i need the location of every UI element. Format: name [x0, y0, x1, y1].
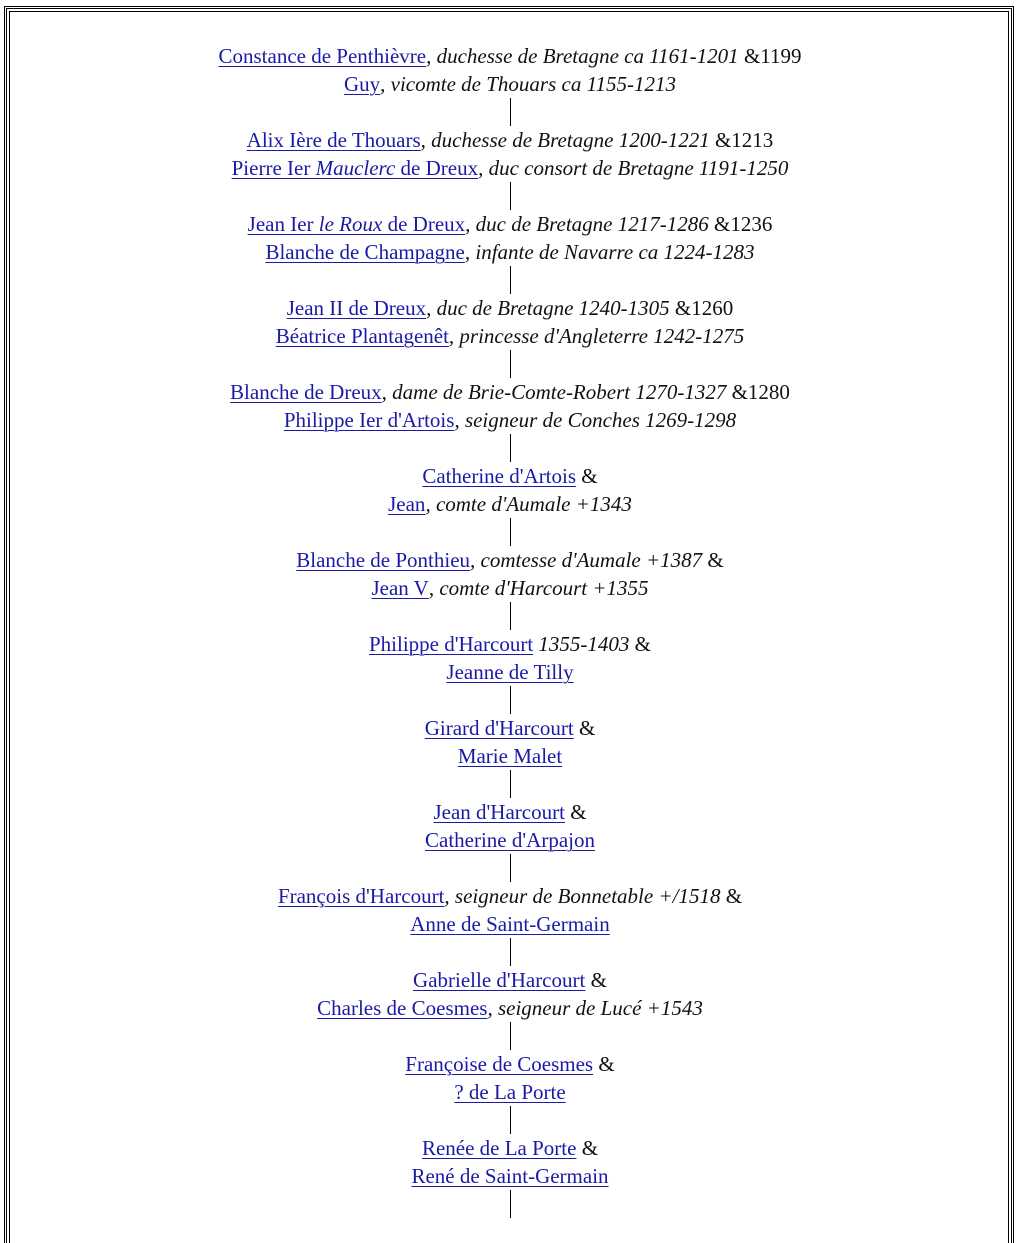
descent-connector-line	[510, 182, 511, 210]
generation-couple	[0, 882, 1020, 938]
descent-connector-line	[510, 854, 511, 882]
marriage-mark: &1213	[709, 128, 774, 152]
descent-connector-line	[510, 1022, 511, 1050]
descent-connector-line	[510, 350, 511, 378]
person-line	[0, 126, 1020, 154]
person-description: , duc de Bretagne 1217-1286	[465, 212, 709, 236]
spouse-link[interactable]: Jean	[388, 492, 426, 516]
spouse-link[interactable]: Catherine d'Arpajon	[425, 828, 595, 852]
genealogy-tree	[0, 42, 1020, 1218]
spouse-line	[0, 1162, 1020, 1190]
person-line	[0, 882, 1020, 910]
person-description: , duchesse de Bretagne ca 1161-1201	[426, 44, 739, 68]
spouse-link[interactable]: Guy	[343, 72, 381, 96]
spouse-description: , infante de Navarre ca 1224-1283	[464, 240, 755, 264]
spouse-description: , seigneur de Conches 1269-1298	[454, 408, 737, 432]
descent-connector-line	[510, 938, 511, 966]
descent-connector-line	[510, 686, 511, 714]
person-description: , duchesse de Bretagne 1200-1221	[420, 128, 710, 152]
spouse-line	[0, 70, 1020, 98]
marriage-mark: &	[573, 716, 596, 740]
spouse-line	[0, 238, 1020, 266]
generation-couple	[0, 630, 1020, 686]
spouse-nickname: Mauclerc	[315, 156, 396, 180]
spouse-link[interactable]: ? de La Porte	[454, 1080, 566, 1104]
generation-couple	[0, 1134, 1020, 1190]
person-link[interactable]: Constance de Penthièvre	[218, 44, 427, 68]
person-description: , seigneur de Bonnetable +/1518	[444, 884, 721, 908]
spouse-line	[0, 322, 1020, 350]
generation-couple	[0, 966, 1020, 1022]
marriage-mark: &	[576, 1136, 599, 1160]
spouse-description: , princesse d'Angleterre 1242-1275	[448, 324, 745, 348]
person-link[interactable]: Alix Ière de Thouars	[246, 128, 421, 152]
descent-connector-line	[510, 434, 511, 462]
person-description: 1355-1403	[533, 632, 630, 656]
spouse-line	[0, 1078, 1020, 1106]
generation-couple	[0, 462, 1020, 518]
spouse-link[interactable]: Charles de Coesmes	[317, 996, 488, 1020]
person-line	[0, 630, 1020, 658]
spouse-line	[0, 994, 1020, 1022]
person-line	[0, 1050, 1020, 1078]
generation-couple	[0, 126, 1020, 182]
person-line	[0, 42, 1020, 70]
descent-connector-line	[510, 770, 511, 798]
person-link[interactable]: Jean II de Dreux	[286, 296, 427, 320]
spouse-line	[0, 154, 1020, 182]
descent-connector-line	[510, 602, 511, 630]
person-link[interactable]: Blanche de Ponthieu	[296, 548, 471, 572]
spouse-description: , seigneur de Lucé +1543	[487, 996, 703, 1020]
spouse-description: , vicomte de Thouars ca 1155-1213	[380, 72, 677, 96]
person-link[interactable]: Girard d'Harcourt	[424, 716, 574, 740]
marriage-mark: &1260	[669, 296, 734, 320]
person-line	[0, 798, 1020, 826]
spouse-link[interactable]: Anne de Saint-Germain	[410, 912, 610, 936]
person-link[interactable]: François d'Harcourt	[277, 884, 445, 908]
person-link[interactable]: Catherine d'Artois	[422, 464, 577, 488]
marriage-mark: &	[720, 884, 743, 908]
spouse-description: , comte d'Harcourt +1355	[428, 576, 649, 600]
spouse-line	[0, 826, 1020, 854]
person-link[interactable]: Blanche de Dreux	[230, 380, 382, 404]
spouse-link[interactable]: Philippe Ier d'Artois	[283, 408, 455, 432]
person-link[interactable]: Renée de La Porte	[421, 1136, 577, 1160]
marriage-mark: &	[585, 968, 607, 992]
spouse-line	[0, 574, 1020, 602]
descent-connector-line	[510, 266, 511, 294]
generation-couple	[0, 798, 1020, 854]
person-link[interactable]: Jean d'Harcourt	[433, 800, 565, 824]
person-line	[0, 1134, 1020, 1162]
generation-couple	[0, 210, 1020, 266]
person-line	[0, 546, 1020, 574]
descent-connector-line	[510, 518, 511, 546]
spouse-link[interactable]: Jeanne de Tilly	[446, 660, 574, 684]
person-description: , comtesse d'Aumale +1387	[470, 548, 703, 572]
person-line	[0, 966, 1020, 994]
spouse-link[interactable]: Marie Malet	[457, 744, 563, 768]
spouse-line	[0, 658, 1020, 686]
person-link[interactable]: Philippe d'Harcourt	[368, 632, 534, 656]
person-link[interactable]: Françoise de Coesmes	[405, 1052, 594, 1076]
spouse-line	[0, 406, 1020, 434]
descent-connector-line	[510, 1106, 511, 1134]
marriage-mark: &	[629, 632, 651, 656]
marriage-mark: &1199	[738, 44, 802, 68]
spouse-description: , comte d'Aumale +1343	[425, 492, 632, 516]
generation-couple	[0, 546, 1020, 602]
spouse-link[interactable]: René de Saint-Germain	[411, 1164, 609, 1188]
spouse-link[interactable]: Béatrice Plantagenêt	[275, 324, 449, 348]
person-description: , duc de Bretagne 1240-1305	[426, 296, 670, 320]
generation-couple	[0, 42, 1020, 98]
generation-couple	[0, 378, 1020, 434]
person-link[interactable]: Gabrielle d'Harcourt	[413, 968, 586, 992]
spouse-line	[0, 490, 1020, 518]
person-line	[0, 378, 1020, 406]
marriage-mark: &	[702, 548, 724, 572]
spouse-description: , duc consort de Bretagne 1191-1250	[478, 156, 789, 180]
generation-couple	[0, 294, 1020, 350]
spouse-link[interactable]: Pierre Ier Mauclerc de Dreux	[231, 156, 479, 180]
marriage-mark: &1236	[708, 212, 773, 236]
marriage-mark: &1280	[726, 380, 790, 404]
person-line	[0, 294, 1020, 322]
generation-couple	[0, 714, 1020, 770]
descent-connector-line	[510, 98, 511, 126]
marriage-mark: &	[576, 464, 598, 488]
descent-connector-line	[510, 1190, 511, 1218]
marriage-mark: &	[564, 800, 587, 824]
person-line	[0, 462, 1020, 490]
spouse-link[interactable]: Blanche de Champagne	[265, 240, 465, 264]
person-description: , dame de Brie-Comte-Robert 1270-1327	[381, 380, 727, 404]
person-nickname: le Roux	[318, 212, 383, 236]
generation-couple	[0, 1050, 1020, 1106]
spouse-link[interactable]: Jean V	[371, 576, 429, 600]
spouse-line	[0, 910, 1020, 938]
marriage-mark: &	[593, 1052, 615, 1076]
person-link[interactable]: Jean Ier le Roux de Dreux	[247, 212, 466, 236]
person-line	[0, 714, 1020, 742]
person-line	[0, 210, 1020, 238]
spouse-line	[0, 742, 1020, 770]
